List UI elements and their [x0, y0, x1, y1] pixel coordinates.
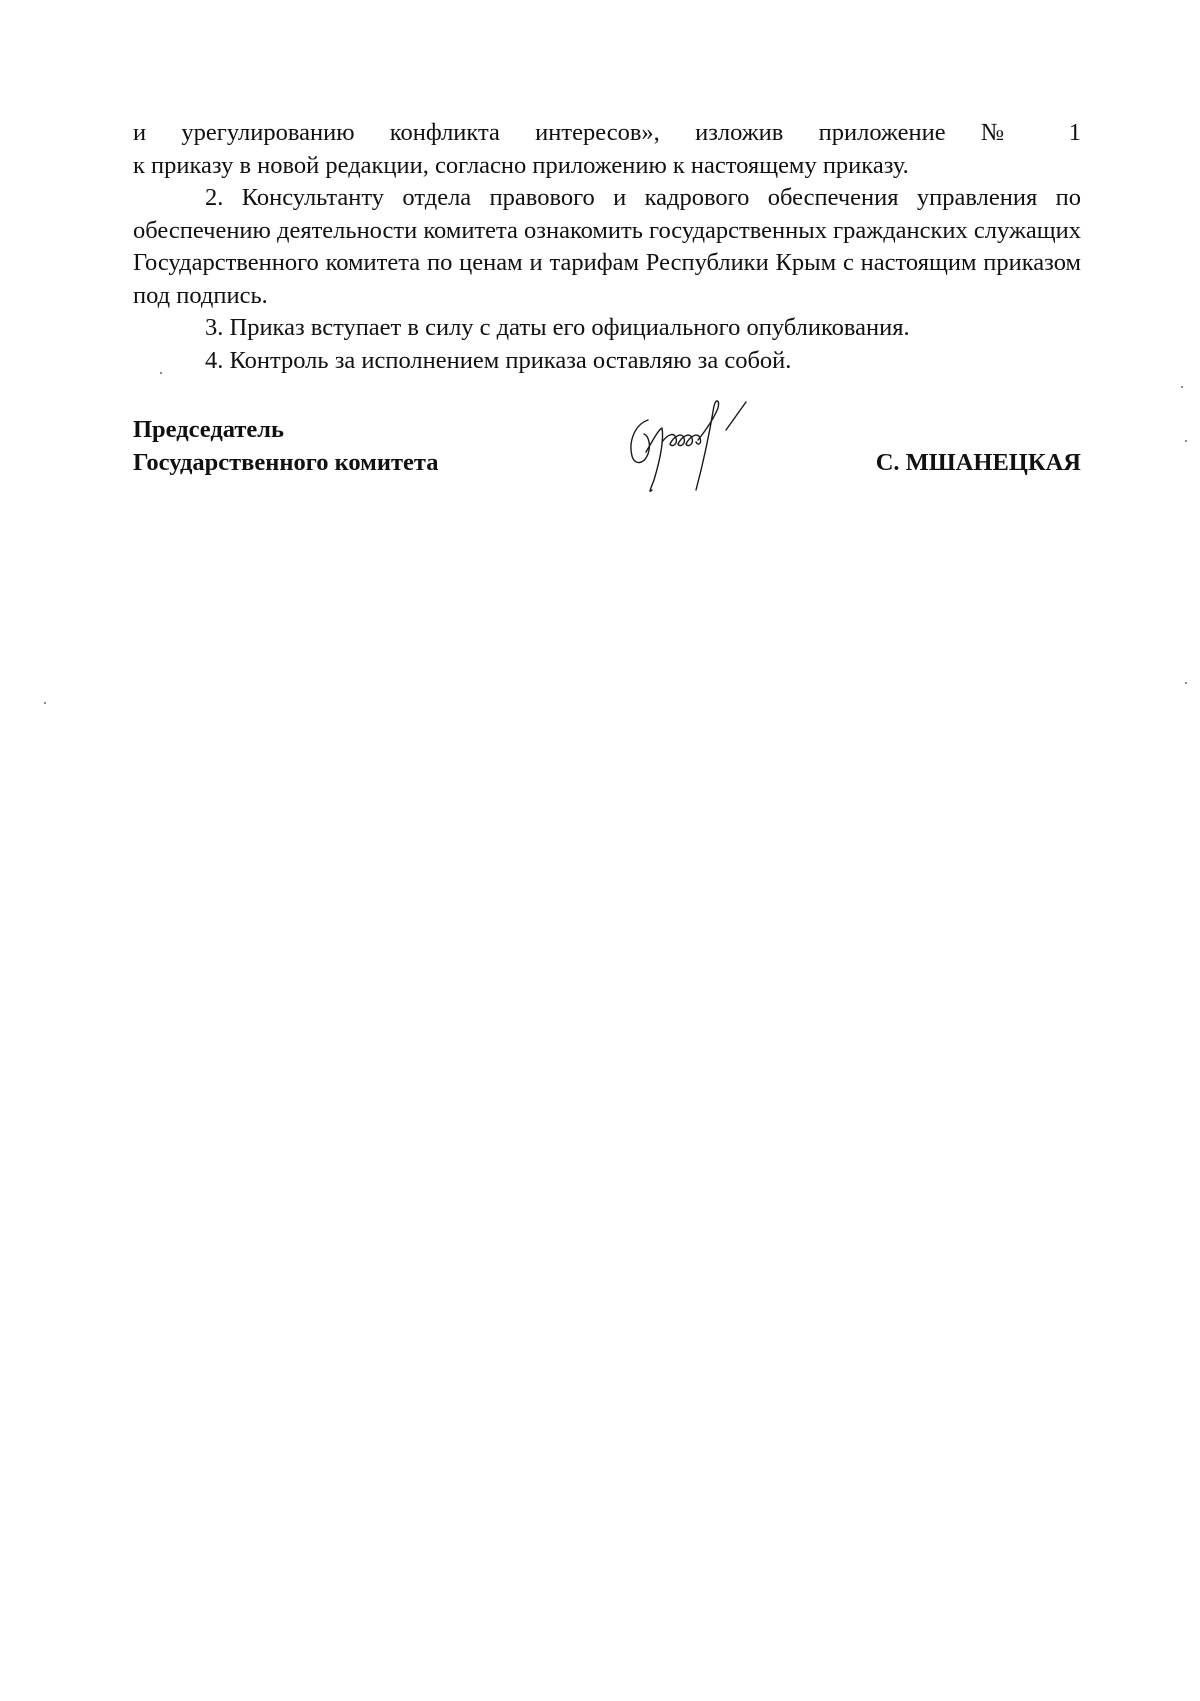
paragraph-item-2: 2. Консультанту отдела правового и кадрового обеспечения управления по обеспечению деятельности комитета ознакомить государственных гражданских служащих Государственного комитета по ценам и тарифам Республики Крым с настоящим приказом под подпись.: [133, 184, 1081, 309]
scan-speck: [1185, 682, 1187, 684]
scan-speck: [1181, 386, 1183, 388]
paragraph-continuation-line-2: к приказу в новой редакции, согласно приложению к настоящему приказу.: [133, 151, 909, 179]
scan-speck: [160, 372, 162, 374]
signatory-title-line-2: Государственного комитета: [133, 448, 439, 476]
signatory-title-line-1: Председатель: [133, 416, 284, 443]
paragraph-continuation-line-1: и урегулированию конфликта интересов», изложив приложение № 1: [133, 119, 1081, 146]
signatory-name: С. МШАНЕЦКАЯ: [875, 448, 1081, 476]
handwritten-signature: [618, 390, 778, 510]
signatory-title: [133, 414, 438, 479]
scan-speck: [1185, 440, 1187, 442]
scan-speck: [44, 702, 46, 704]
document-body: [133, 117, 1081, 377]
signature-block: [133, 410, 1081, 520]
paragraph-item-4: 4. Контроль за исполнением приказа оставляю за собой.: [205, 346, 792, 374]
paragraph-item-3: 3. Приказ вступает в силу с даты его официального опубликования.: [205, 314, 910, 341]
